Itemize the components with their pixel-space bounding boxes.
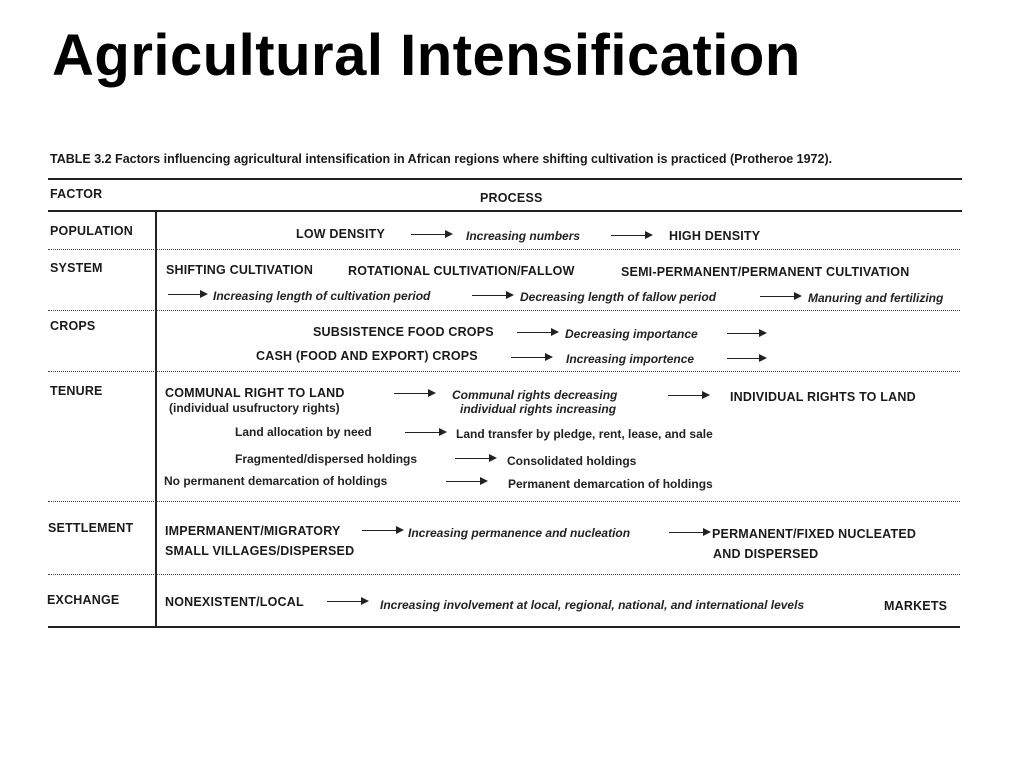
factor-population: POPULATION	[50, 224, 134, 238]
system-stage1: SHIFTING CULTIVATION	[166, 263, 314, 277]
population-end: HIGH DENSITY	[669, 229, 761, 243]
crops-subsistence-trend: Decreasing importance	[565, 327, 698, 341]
system-trend3: Manuring and fertilizing	[808, 291, 944, 305]
arrow-icon	[405, 432, 445, 433]
header-factor: FACTOR	[50, 187, 103, 201]
tenure-no-demarcation: No permanent demarcation of holdings	[164, 474, 388, 488]
slide-title: Agricultural Intensification	[52, 23, 801, 88]
tenure-communal: COMMUNAL RIGHT TO LAND	[165, 386, 345, 400]
population-trend: Increasing numbers	[466, 229, 581, 243]
table-bottom-rule	[48, 626, 960, 628]
factor-crops: CROPS	[50, 319, 96, 333]
exchange-start: NONEXISTENT/LOCAL	[165, 595, 304, 609]
arrow-icon	[517, 332, 557, 333]
arrow-icon	[394, 393, 434, 394]
settlement-start-line1: IMPERMANENT/MIGRATORY	[165, 524, 341, 538]
row-divider	[48, 501, 960, 502]
tenure-trend-line2: individual rights increasing	[460, 402, 617, 416]
arrow-icon	[669, 532, 709, 533]
table-top-rule	[48, 178, 962, 180]
arrow-icon	[455, 458, 495, 459]
factor-exchange: EXCHANGE	[47, 593, 120, 607]
factor-system: SYSTEM	[50, 261, 103, 275]
row-divider	[48, 371, 960, 372]
arrow-icon	[446, 481, 486, 482]
tenure-demarcation: Permanent demarcation of holdings	[508, 477, 713, 491]
system-trend2: Decreasing length of fallow period	[520, 290, 717, 304]
settlement-end-line1: PERMANENT/FIXED NUCLEATED	[712, 527, 917, 541]
row-divider	[48, 574, 960, 575]
exchange-trend: Increasing involvement at local, regional, national, and international levels	[380, 598, 805, 612]
tenure-individual: INDIVIDUAL RIGHTS TO LAND	[730, 390, 916, 404]
arrow-icon	[362, 530, 402, 531]
settlement-start-line2: SMALL VILLAGES/DISPERSED	[165, 544, 355, 558]
table-caption: TABLE 3.2 Factors influencing agricultural intensification in African regions where shifting cultivation is practiced (Protheroe 1972).	[50, 152, 833, 166]
settlement-trend: Increasing permanence and nucleation	[408, 526, 631, 540]
arrow-icon	[327, 601, 367, 602]
tenure-fragmented: Fragmented/dispersed holdings	[235, 452, 418, 466]
arrow-icon	[760, 296, 800, 297]
arrow-icon	[611, 235, 651, 236]
tenure-communal-note: (individual usufructory rights)	[169, 401, 340, 415]
arrow-icon	[727, 333, 765, 334]
arrow-icon	[668, 395, 708, 396]
population-start: LOW DENSITY	[296, 227, 386, 241]
tenure-trend-line1: Communal rights decreasing	[452, 388, 618, 402]
crops-cash-trend: Increasing importence	[566, 352, 695, 366]
header-process: PROCESS	[480, 191, 543, 205]
factor-tenure: TENURE	[50, 384, 103, 398]
crops-cash: CASH (FOOD AND EXPORT) CROPS	[256, 349, 478, 363]
system-stage2: ROTATIONAL CULTIVATION/FALLOW	[348, 264, 575, 278]
factor-settlement: SETTLEMENT	[48, 521, 134, 535]
settlement-end-line2: AND DISPERSED	[713, 547, 819, 561]
system-trend1: Increasing length of cultivation period	[213, 289, 431, 303]
arrow-icon	[411, 234, 451, 235]
factor-column-divider	[155, 211, 157, 626]
arrow-icon	[511, 357, 551, 358]
tenure-transfer: Land transfer by pledge, rent, lease, and sale	[456, 427, 713, 441]
crops-subsistence: SUBSISTENCE FOOD CROPS	[313, 325, 494, 339]
system-stage3: SEMI-PERMANENT/PERMANENT CULTIVATION	[621, 265, 910, 279]
tenure-allocation: Land allocation by need	[235, 425, 372, 439]
arrow-icon	[472, 295, 512, 296]
row-divider	[48, 249, 960, 250]
table-header-rule	[48, 210, 962, 212]
exchange-end: MARKETS	[884, 599, 948, 613]
arrow-icon	[727, 358, 765, 359]
tenure-consolidated: Consolidated holdings	[507, 454, 637, 468]
row-divider	[48, 310, 960, 311]
arrow-icon	[168, 294, 206, 295]
